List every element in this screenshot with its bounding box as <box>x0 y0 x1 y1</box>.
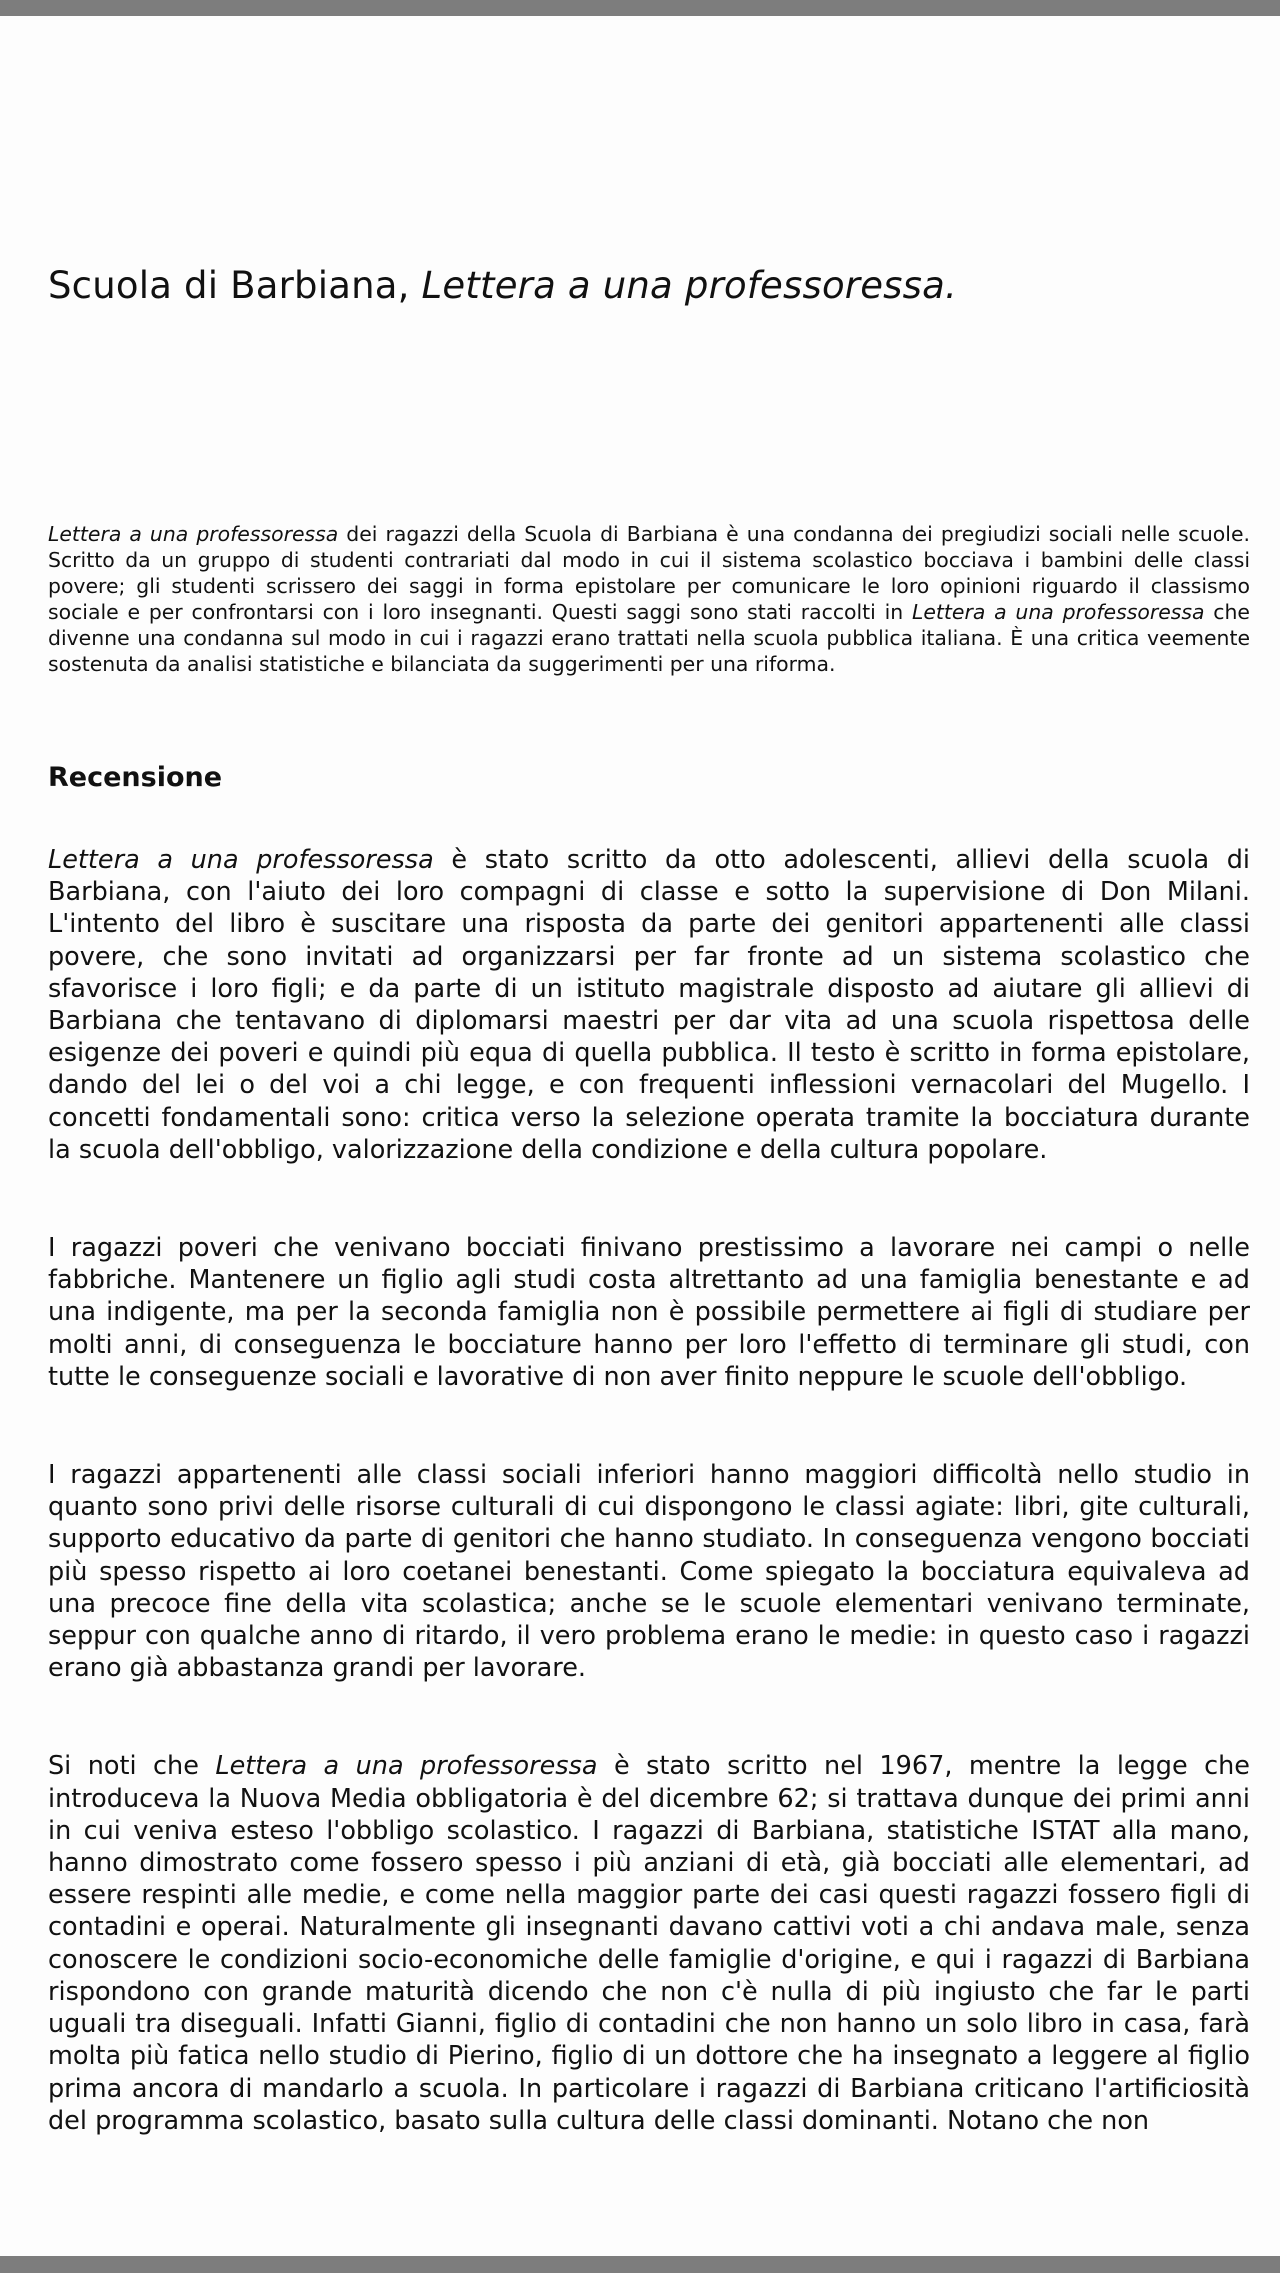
viewer-top-bar <box>0 0 1280 16</box>
title-author: Scuola di Barbiana, <box>48 264 422 307</box>
abstract-text-2: che divenne una condanna sul modo in cui i ragazzi erano trattati nella scuola pubblica italiana. È una critica veemente sostenuta da analisi statistiche e bilanciata da suggerimenti per una riforma. <box>48 600 1250 676</box>
paragraph-2-text: I ragazzi poveri che venivano bocciati finivano prestissimo a lavorare nei campi o nelle fabbriche. Mantenere un figlio agli studi costa altrettanto ad una famiglia benestante e ad una indigente, ma per la seconda famiglia non è possibile permettere ai figli di studiare per molti anni, di conseguenza le bocciature hanno per loro l'effetto di terminare gli studi, con tutte le conseguenze sociali e lavorative di non aver finito neppure le scuole dell'obbligo. <box>48 1233 1250 1392</box>
paragraph-4-italic: Lettera a una professoressa <box>215 1751 598 1782</box>
review-body <box>48 844 1250 2203</box>
document-title <box>48 264 957 307</box>
document-page <box>0 16 1280 2256</box>
review-paragraph-2 <box>48 1232 1250 1393</box>
section-heading: Recensione <box>48 762 223 793</box>
review-paragraph-1 <box>48 844 1250 1166</box>
review-paragraph-3 <box>48 1459 1250 1684</box>
paragraph-1-text: è stato scritto da otto adolescenti, allievi della scuola di Barbiana, con l'aiuto dei loro compagni di classe e sotto la supervisione di Don Milani. L'intento del libro è suscitare una risposta da parte dei genitori appartenenti alle classi povere, che sono invitati ad organizzarsi per far fronte ad un sistema scolastico che sfavorisce i loro figli; e da parte di un istituto magistrale disposto ad aiutare gli allievi di Barbiana che tentavano di diplomarsi maestri per dar vita ad una scuola rispettosa delle esigenze dei poveri e quindi più equa di quella pubblica. Il testo è scritto in forma epistolare, dando del lei o del voi a chi legge, e con frequenti inflessioni vernacolari del Mugello. I concetti fondamentali sono: critica verso la selezione operata tramite la bocciatura durante la scuola dell'obbligo, valorizzazione della condizione e della cultura popolare. <box>48 845 1250 1165</box>
abstract-italic-2: Lettera a una professoressa <box>912 600 1205 624</box>
abstract-text: dei ragazzi della Scuola di Barbiana è una condanna dei pregiudizi sociali nelle scuole. Scritto da un gruppo di studenti contrariati dal modo in cui il sistema scolastico bocciava i bambini delle classi povere; gli studenti scrissero dei saggi in forma epistolare per comunicare le loro opinioni riguardo il classismo sociale e per confrontarsi con i loro insegnanti. Questi saggi sono stati raccolti in <box>48 522 1250 624</box>
viewer-bottom-bar <box>0 2256 1280 2273</box>
abstract-paragraph <box>48 521 1250 677</box>
abstract-italic: Lettera a una professoressa <box>48 522 339 546</box>
review-paragraph-4 <box>48 1750 1250 2136</box>
paragraph-3-text: I ragazzi appartenenti alle classi sociali inferiori hanno maggiori difficoltà nello studio in quanto sono privi delle risorse culturali di cui dispongono le classi agiate: libri, gite culturali, supporto educativo da parte di genitori che hanno studiato. In conseguenza vengono bocciati più spesso rispetto ai loro coetanei benestanti. Come spiegato la bocciatura equivaleva ad una precoce fine della vita scolastica; anche se le scuole elementari venivano terminate, seppur con qualche anno di ritardo, il vero problema erano le medie: in questo caso i ragazzi erano già abbastanza grandi per lavorare. <box>48 1460 1250 1684</box>
paragraph-4-text: è stato scritto nel 1967, mentre la legge che introduceva la Nuova Media obbligatoria è del dicembre 62; si trattava dunque dei primi anni in cui veniva esteso l'obbligo scolastico. I ragazzi di Barbiana, statistiche ISTAT alla mano, hanno dimostrato come fossero spesso i più anziani di età, già bocciati alle elementari, ad essere respinti alle medie, e come nella maggior parte dei casi questi ragazzi fossero figli di contadini e operai. Naturalmente gli insegnanti davano cattivi voti a chi andava male, senza conoscere le condizioni socio-economiche delle famiglie d'origine, e qui i ragazzi di Barbiana rispondono con grande maturità dicendo che non c'è nulla di più ingiusto che far le parti uguali tra diseguali. Infatti Gianni, figlio di contadini che non hanno un solo libro in casa, farà molta più fatica nello studio di Pierino, figlio di un dottore che ha insegnato a leggere al figlio prima ancora di mandarlo a scuola. In particolare i ragazzi di Barbiana criticano l'artificiosità del programma scolastico, basato sulla cultura delle classi dominanti. Notano che non <box>48 1751 1250 2136</box>
paragraph-4-pre: Si noti che <box>48 1751 216 1782</box>
paragraph-1-italic: Lettera a una professoressa <box>48 845 434 875</box>
title-work: Lettera a una professoressa. <box>421 264 957 307</box>
